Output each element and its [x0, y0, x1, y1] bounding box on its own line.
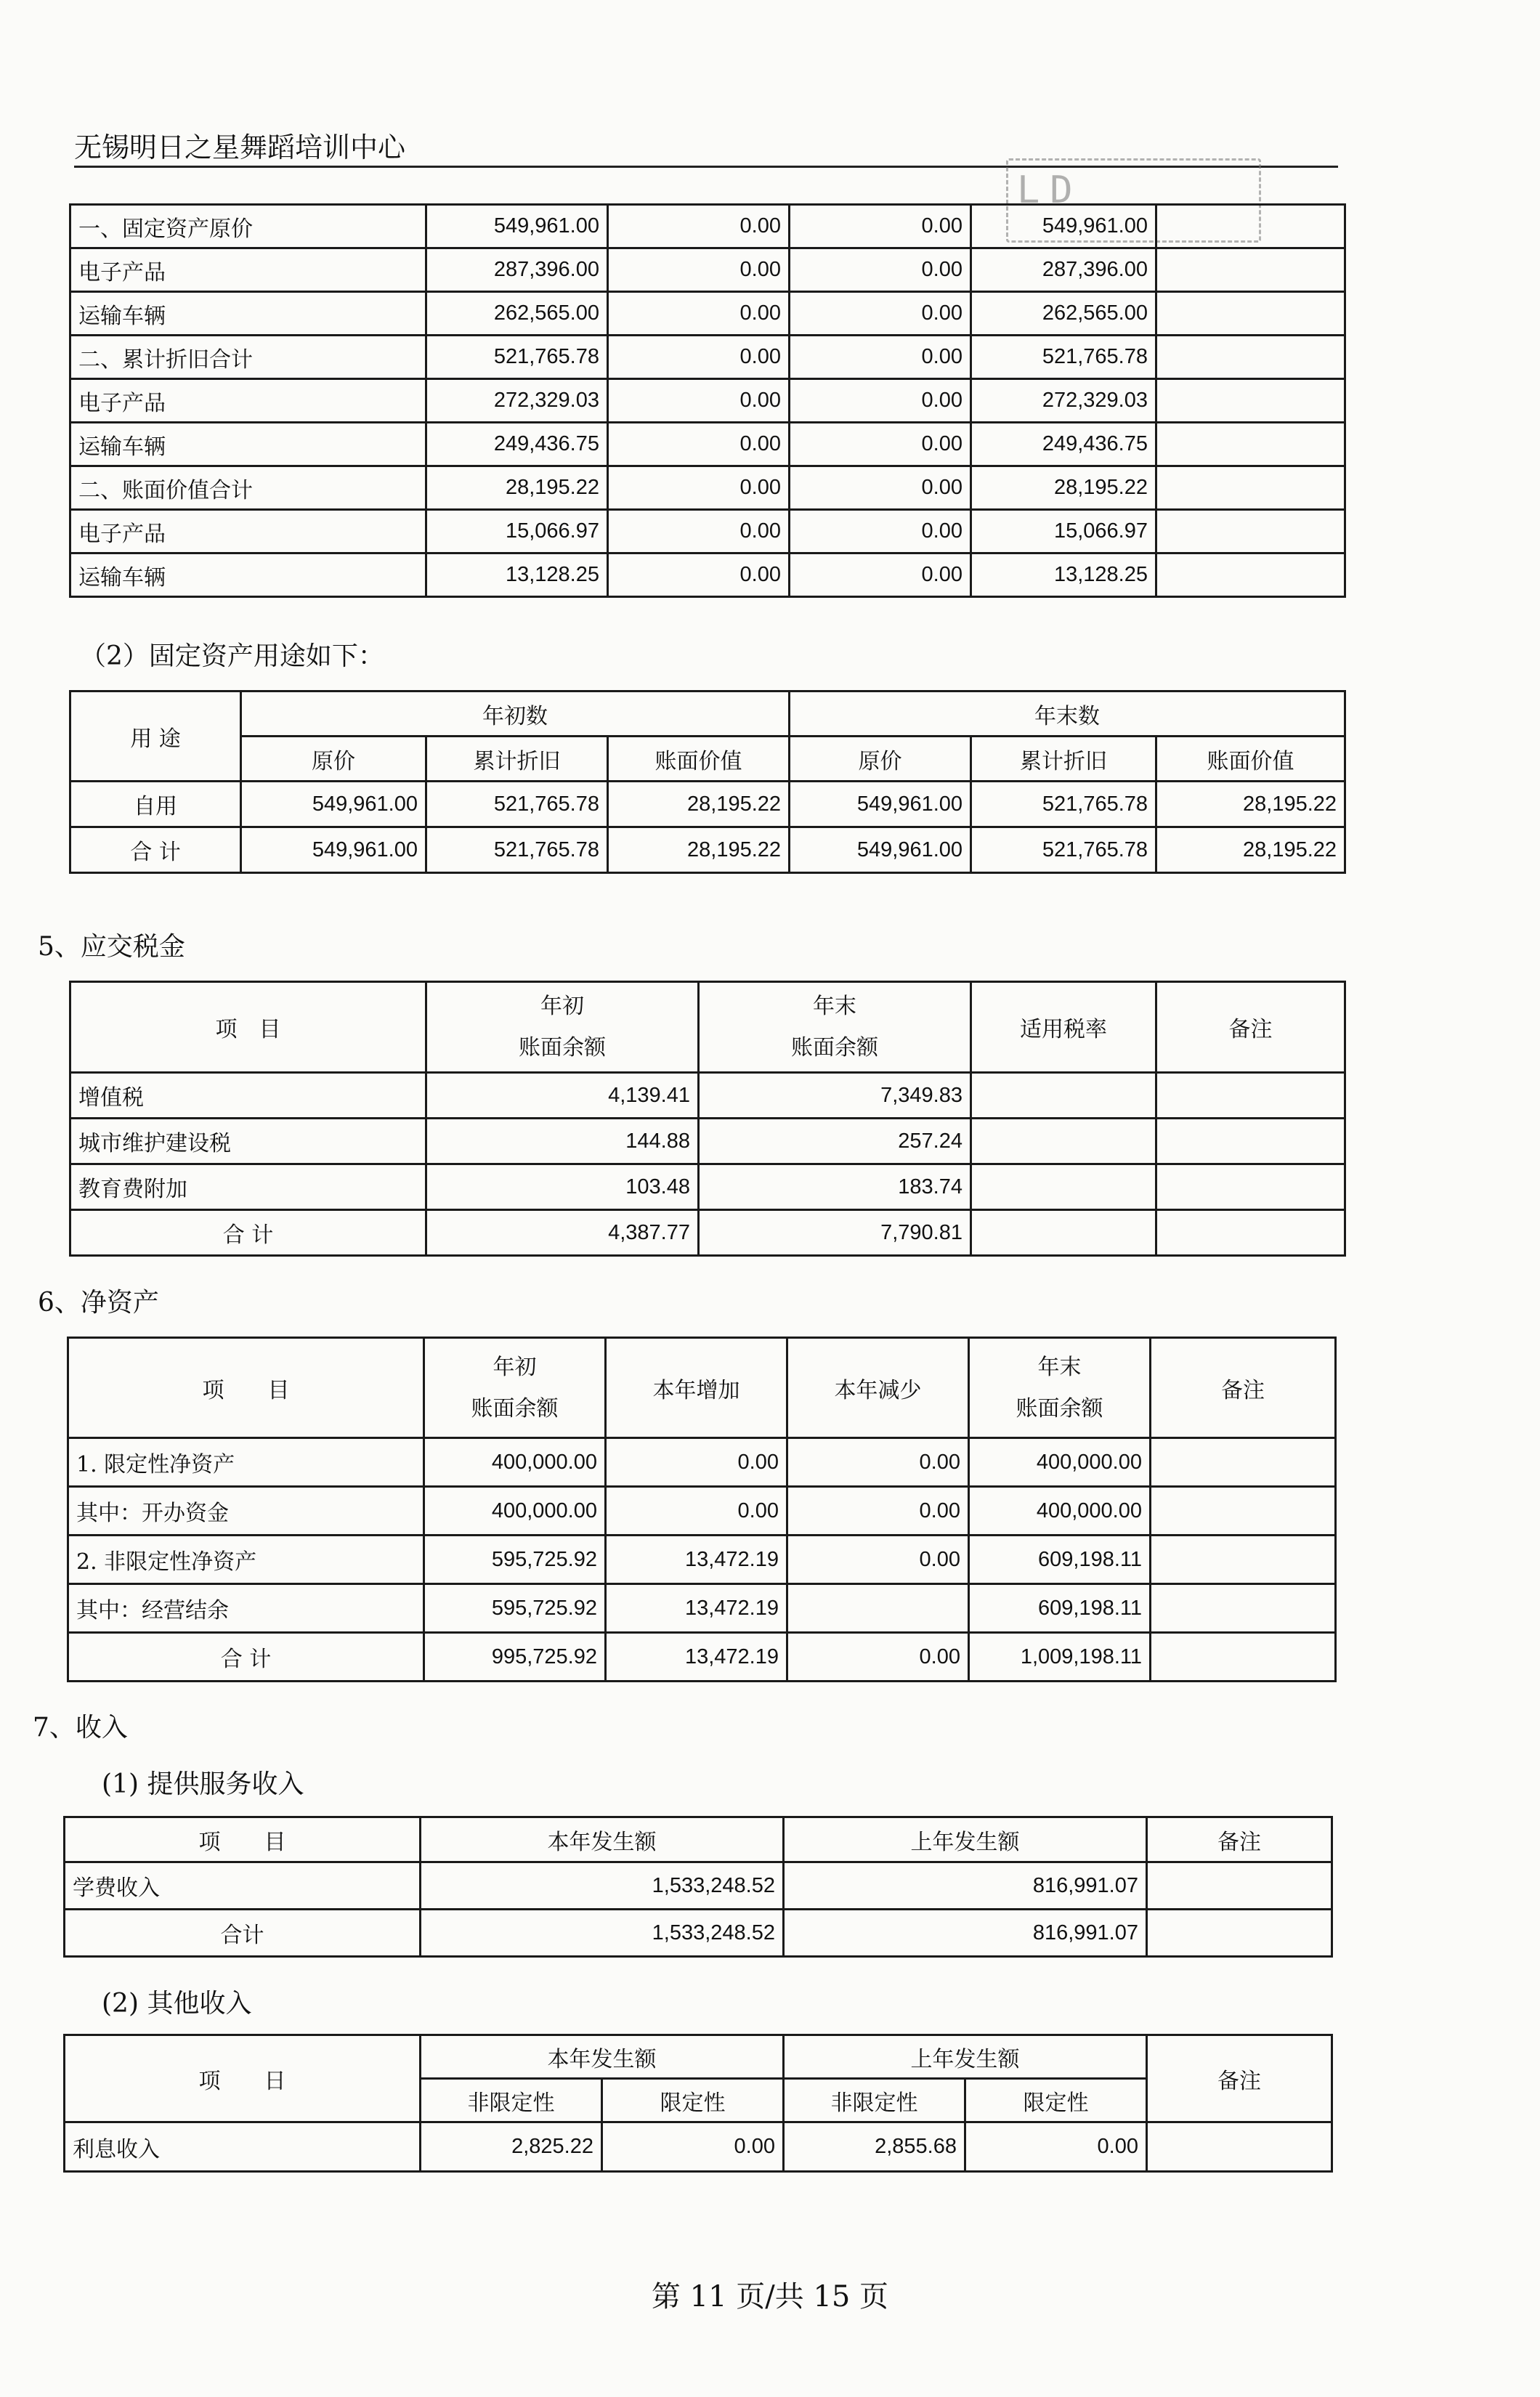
note-cell [1151, 1438, 1336, 1487]
sub-col-header: 账面价值 [608, 737, 790, 782]
row-label: 利息收入 [65, 2122, 421, 2172]
note-cell [1147, 1910, 1332, 1957]
table-row [65, 1862, 1332, 1910]
value-cell: 28,195.22 [608, 827, 790, 873]
value-cell: 1,533,248.52 [421, 1910, 784, 1957]
other-income-title: (2) 其他收入 [102, 1989, 252, 2019]
note-cell [1151, 1633, 1336, 1682]
value-cell: 103.48 [426, 1164, 699, 1210]
value-cell: 816,991.07 [784, 1862, 1147, 1910]
table-row [70, 1119, 1345, 1164]
rate-cell [971, 1210, 1156, 1256]
value-cell: 0.00 [787, 1536, 969, 1584]
value-cell: 0.00 [608, 205, 790, 248]
col-prior-header: 上年发生额 [784, 1817, 1147, 1862]
col-begin-header [426, 982, 699, 1073]
value-cell: 2,855.68 [784, 2122, 965, 2172]
col-item-header: 项 目 [65, 1817, 421, 1862]
col-prior-header: 上年发生额 [784, 2035, 1147, 2079]
note-cell [1147, 1862, 1332, 1910]
value-cell: 262,565.00 [971, 292, 1156, 336]
value-cell [1156, 292, 1345, 336]
value-cell: 262,565.00 [426, 292, 608, 336]
table-row [68, 1584, 1336, 1633]
row-label: 二、账面价值合计 [70, 466, 426, 510]
row-label: 1. 限定性净资产 [68, 1438, 424, 1487]
col-note-header: 备注 [1151, 1338, 1336, 1438]
value-cell: 521,765.78 [971, 827, 1156, 873]
value-cell [1156, 466, 1345, 510]
value-cell: 0.00 [965, 2122, 1147, 2172]
table-row [70, 827, 1345, 873]
fixed-assets-usage-table [69, 690, 1346, 874]
col-end-header [699, 982, 971, 1073]
header-line: 年初 [493, 1354, 537, 1380]
value-cell: 0.00 [608, 553, 790, 597]
table-row [70, 205, 1345, 248]
service-income-title: (1) 提供服务收入 [102, 1769, 304, 1799]
value-cell: 13,128.25 [426, 553, 608, 597]
value-cell: 0.00 [790, 292, 971, 336]
value-cell: 7,790.81 [699, 1210, 971, 1256]
value-cell: 0.00 [606, 1438, 787, 1487]
col-item-header: 项 目 [70, 982, 426, 1073]
value-cell: 995,725.92 [424, 1633, 606, 1682]
value-cell: 272,329.03 [971, 379, 1156, 423]
value-cell: 183.74 [699, 1164, 971, 1210]
group-end-header: 年末数 [790, 691, 1345, 737]
value-cell [1156, 553, 1345, 597]
fixed-assets-detail-table [69, 203, 1346, 598]
value-cell: 549,961.00 [790, 827, 971, 873]
table-row [70, 553, 1345, 597]
row-label: 电子产品 [70, 379, 426, 423]
value-cell: 0.00 [787, 1487, 969, 1536]
taxes-title: 5、应交税金 [38, 932, 185, 962]
value-cell: 287,396.00 [971, 248, 1156, 292]
value-cell: 0.00 [790, 379, 971, 423]
col-note-header: 备注 [1147, 1817, 1332, 1862]
value-cell: 13,472.19 [606, 1536, 787, 1584]
value-cell: 521,765.78 [426, 827, 608, 873]
sub-col-header: 原价 [790, 737, 971, 782]
row-label: 2. 非限定性净资产 [68, 1536, 424, 1584]
value-cell: 13,472.19 [606, 1584, 787, 1633]
value-cell: 0.00 [608, 423, 790, 466]
value-cell [1156, 510, 1345, 553]
value-cell: 549,961.00 [971, 205, 1156, 248]
table-row [68, 1438, 1336, 1487]
value-cell: 0.00 [608, 248, 790, 292]
col-current-header: 本年发生额 [421, 2035, 784, 2079]
table-row [70, 423, 1345, 466]
row-label: 学费收入 [65, 1862, 421, 1910]
taxes-table [69, 981, 1346, 1257]
table-row [70, 510, 1345, 553]
row-label: 教育费附加 [70, 1164, 426, 1210]
value-cell: 0.00 [787, 1438, 969, 1487]
value-cell: 249,436.75 [971, 423, 1156, 466]
value-cell: 0.00 [790, 205, 971, 248]
value-cell: 0.00 [787, 1633, 969, 1682]
row-label: 合 计 [70, 1210, 426, 1256]
seal-stamp-mark: LD [1017, 169, 1083, 212]
table-row [65, 2122, 1332, 2172]
value-cell: 0.00 [790, 510, 971, 553]
value-cell: 28,195.22 [971, 466, 1156, 510]
note-cell [1156, 1119, 1345, 1164]
value-cell: 816,991.07 [784, 1910, 1147, 1957]
table-row [70, 248, 1345, 292]
note-cell [1156, 1210, 1345, 1256]
sub-col-header: 限定性 [602, 2079, 784, 2122]
value-cell: 0.00 [602, 2122, 784, 2172]
header-line: 账面余额 [791, 1035, 878, 1060]
col-end-header [969, 1338, 1151, 1438]
value-cell: 1,533,248.52 [421, 1862, 784, 1910]
row-label: 城市维护建设税 [70, 1119, 426, 1164]
table-row [70, 379, 1345, 423]
net-assets-title: 6、净资产 [38, 1288, 159, 1318]
value-cell: 595,725.92 [424, 1584, 606, 1633]
table-row [68, 1536, 1336, 1584]
table-row [70, 1073, 1345, 1119]
value-cell: 0.00 [790, 248, 971, 292]
header-line: 年初 [540, 994, 584, 1019]
table-row [70, 466, 1345, 510]
row-label: 自用 [70, 782, 241, 827]
sub-col-header: 账面价值 [1156, 737, 1345, 782]
value-cell: 28,195.22 [608, 782, 790, 827]
row-label: 运输车辆 [70, 423, 426, 466]
value-cell: 0.00 [790, 423, 971, 466]
group-begin-header: 年初数 [241, 691, 790, 737]
value-cell: 144.88 [426, 1119, 699, 1164]
value-cell: 1,009,198.11 [969, 1633, 1151, 1682]
table-row [70, 292, 1345, 336]
rate-cell [971, 1119, 1156, 1164]
value-cell: 549,961.00 [241, 782, 426, 827]
value-cell: 257.24 [699, 1119, 971, 1164]
value-cell: 0.00 [608, 379, 790, 423]
value-cell: 0.00 [790, 466, 971, 510]
table-row [68, 1487, 1336, 1536]
page-number: 第 11 页/共 15 页 [651, 2280, 889, 2313]
value-cell: 249,436.75 [426, 423, 608, 466]
sub-col-header: 累计折旧 [426, 737, 608, 782]
value-cell: 521,765.78 [971, 782, 1156, 827]
header-line: 账面余额 [471, 1395, 559, 1421]
value-cell: 272,329.03 [426, 379, 608, 423]
table-row [68, 1633, 1336, 1682]
service-income-table [63, 1816, 1333, 1958]
value-cell: 400,000.00 [969, 1487, 1151, 1536]
value-cell [1156, 379, 1345, 423]
value-cell: 521,765.78 [426, 782, 608, 827]
header-line: 年末 [1037, 1354, 1082, 1380]
value-cell: 0.00 [608, 336, 790, 379]
value-cell: 28,195.22 [1156, 782, 1345, 827]
header-line: 账面余额 [519, 1035, 606, 1060]
note-cell [1156, 1164, 1345, 1210]
col-item-header: 项 日 [65, 2035, 421, 2122]
value-cell: 595,725.92 [424, 1536, 606, 1584]
row-label: 合计 [65, 1910, 421, 1957]
table-row [70, 336, 1345, 379]
value-cell [787, 1584, 969, 1633]
row-label: 运输车辆 [70, 553, 426, 597]
value-cell: 0.00 [790, 336, 971, 379]
value-cell: 549,961.00 [426, 205, 608, 248]
note-cell [1151, 1487, 1336, 1536]
rate-cell [971, 1164, 1156, 1210]
col-begin-header [424, 1338, 606, 1438]
value-cell: 609,198.11 [969, 1536, 1151, 1584]
header-line: 账面余额 [1016, 1395, 1103, 1421]
value-cell: 28,195.22 [1156, 827, 1345, 873]
value-cell: 13,472.19 [606, 1633, 787, 1682]
col-note-header: 备注 [1156, 982, 1345, 1073]
fixed-assets-usage-title: （2）固定资产用途如下： [80, 641, 384, 671]
value-cell: 400,000.00 [424, 1438, 606, 1487]
row-label: 合 计 [70, 827, 241, 873]
sub-col-header: 非限定性 [421, 2079, 602, 2122]
col-rate-header: 适用税率 [971, 982, 1156, 1073]
value-cell: 0.00 [606, 1487, 787, 1536]
organization-name: 无锡明日之星舞蹈培训中心 [74, 131, 406, 163]
col-decrease-header: 本年减少 [787, 1338, 969, 1438]
value-cell: 7,349.83 [699, 1073, 971, 1119]
value-cell: 2,825.22 [421, 2122, 602, 2172]
value-cell: 0.00 [608, 510, 790, 553]
value-cell: 549,961.00 [790, 782, 971, 827]
note-cell [1156, 1073, 1345, 1119]
col-usage-header: 用 途 [70, 691, 241, 782]
value-cell: 609,198.11 [969, 1584, 1151, 1633]
row-label: 一、固定资产原价 [70, 205, 426, 248]
row-label: 合 计 [68, 1633, 424, 1682]
row-label: 其中：开办资金 [68, 1487, 424, 1536]
value-cell [1156, 248, 1345, 292]
sub-col-header: 非限定性 [784, 2079, 965, 2122]
row-label: 其中：经营结余 [68, 1584, 424, 1633]
sub-col-header: 原价 [241, 737, 426, 782]
value-cell: 400,000.00 [969, 1438, 1151, 1487]
row-label: 增值税 [70, 1073, 426, 1119]
col-increase-header: 本年增加 [606, 1338, 787, 1438]
value-cell: 0.00 [790, 553, 971, 597]
row-label: 运输车辆 [70, 292, 426, 336]
table-row [70, 782, 1345, 827]
value-cell: 15,066.97 [971, 510, 1156, 553]
value-cell: 4,387.77 [426, 1210, 699, 1256]
note-cell [1147, 2122, 1332, 2172]
col-current-header: 本年发生额 [421, 1817, 784, 1862]
rate-cell [971, 1073, 1156, 1119]
row-label: 电子产品 [70, 248, 426, 292]
value-cell: 287,396.00 [426, 248, 608, 292]
value-cell: 15,066.97 [426, 510, 608, 553]
value-cell: 521,765.78 [971, 336, 1156, 379]
income-title: 7、收入 [33, 1713, 128, 1743]
table-row [70, 1210, 1345, 1256]
value-cell [1156, 205, 1345, 248]
value-cell: 4,139.41 [426, 1073, 699, 1119]
table-row [70, 1164, 1345, 1210]
col-note-header: 备注 [1147, 2035, 1332, 2122]
row-label: 二、累计折旧合计 [70, 336, 426, 379]
note-cell [1151, 1536, 1336, 1584]
header-line: 年末 [813, 994, 856, 1019]
other-income-table [63, 2034, 1333, 2173]
value-cell: 549,961.00 [241, 827, 426, 873]
value-cell: 521,765.78 [426, 336, 608, 379]
value-cell: 28,195.22 [426, 466, 608, 510]
value-cell [1156, 336, 1345, 379]
sub-col-header: 累计折旧 [971, 737, 1156, 782]
value-cell: 400,000.00 [424, 1487, 606, 1536]
value-cell: 0.00 [608, 292, 790, 336]
value-cell [1156, 423, 1345, 466]
row-label: 电子产品 [70, 510, 426, 553]
sub-col-header: 限定性 [965, 2079, 1147, 2122]
value-cell: 0.00 [608, 466, 790, 510]
net-assets-table [67, 1337, 1337, 1682]
col-item-header: 项 目 [68, 1338, 424, 1438]
note-cell [1151, 1584, 1336, 1633]
table-row [65, 1910, 1332, 1957]
value-cell: 13,128.25 [971, 553, 1156, 597]
